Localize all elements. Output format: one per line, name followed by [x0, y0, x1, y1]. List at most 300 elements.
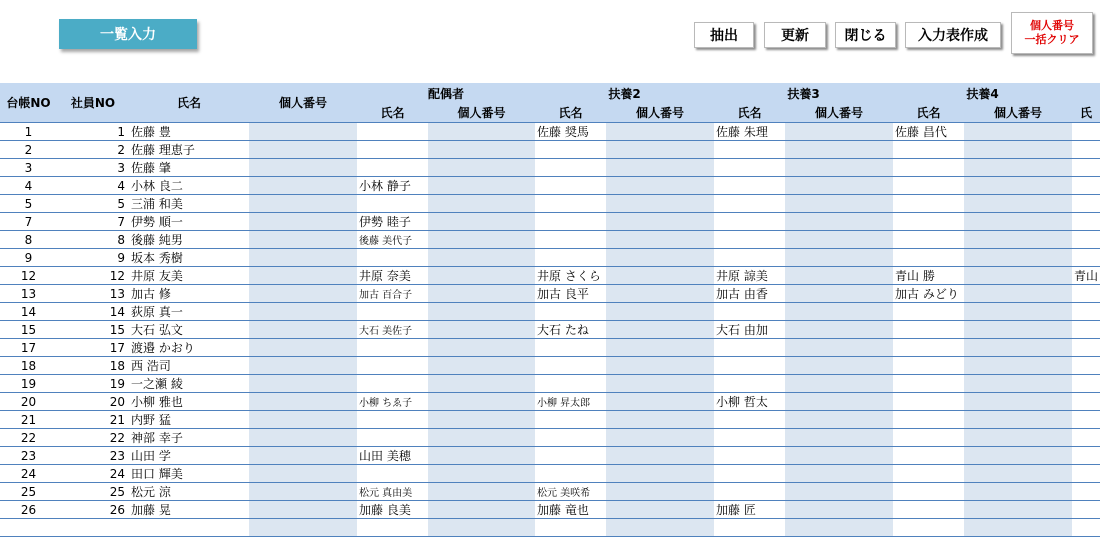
employee-name-cell[interactable]: 加古 修: [129, 285, 249, 303]
ledger-no-cell[interactable]: 1: [0, 123, 57, 141]
dependent4-personal-number-cell[interactable]: [964, 465, 1072, 483]
spouse-name-cell[interactable]: [357, 429, 428, 447]
spouse-personal-number-cell[interactable]: [428, 303, 535, 321]
spouse-personal-number-cell[interactable]: [428, 213, 535, 231]
dependent3-personal-number-cell[interactable]: [785, 231, 893, 249]
dependent4-personal-number-cell[interactable]: [964, 447, 1072, 465]
dependent2-personal-number-cell[interactable]: [606, 195, 714, 213]
spouse-name-cell[interactable]: 伊勢 睦子: [357, 213, 428, 231]
spouse-name-cell[interactable]: [357, 519, 428, 537]
employee-name-cell[interactable]: 小柳 雅也: [129, 393, 249, 411]
dependent5-name-cell[interactable]: [1072, 519, 1100, 537]
spouse-personal-number-cell[interactable]: [428, 393, 535, 411]
dependent4-name-cell[interactable]: [893, 501, 964, 519]
dependent2-name-cell[interactable]: [535, 213, 606, 231]
dependent5-name-cell[interactable]: [1072, 123, 1100, 141]
dependent4-personal-number-cell[interactable]: [964, 339, 1072, 357]
dependent2-personal-number-cell[interactable]: [606, 267, 714, 285]
personal-number-cell[interactable]: [249, 249, 357, 267]
dependent2-personal-number-cell[interactable]: [606, 429, 714, 447]
employee-name-cell[interactable]: 井原 友美: [129, 267, 249, 285]
dependent4-name-cell[interactable]: 青山 勝: [893, 267, 964, 285]
dependent2-name-cell[interactable]: [535, 519, 606, 537]
spouse-personal-number-cell[interactable]: [428, 375, 535, 393]
employee-no-cell[interactable]: 14: [57, 303, 129, 321]
spouse-personal-number-cell[interactable]: [428, 447, 535, 465]
spouse-name-cell[interactable]: 加藤 良美: [357, 501, 428, 519]
personal-number-cell[interactable]: [249, 159, 357, 177]
employee-name-cell[interactable]: [129, 519, 249, 537]
dependent2-name-cell[interactable]: [535, 429, 606, 447]
dependent2-name-cell[interactable]: [535, 195, 606, 213]
dependent3-name-cell[interactable]: [714, 483, 785, 501]
employee-name-cell[interactable]: 三浦 和美: [129, 195, 249, 213]
employee-name-cell[interactable]: 後藤 純男: [129, 231, 249, 249]
spouse-name-cell[interactable]: [357, 357, 428, 375]
employee-no-cell[interactable]: 25: [57, 483, 129, 501]
personal-number-cell[interactable]: [249, 195, 357, 213]
spouse-name-cell[interactable]: [357, 465, 428, 483]
spouse-personal-number-cell[interactable]: [428, 195, 535, 213]
dependent2-name-cell[interactable]: [535, 411, 606, 429]
dependent2-personal-number-cell[interactable]: [606, 141, 714, 159]
spouse-name-cell[interactable]: 小柳 ちゑ子: [357, 393, 428, 411]
list-input-button[interactable]: 一覧入力: [59, 19, 197, 49]
dependent3-name-cell[interactable]: [714, 249, 785, 267]
ledger-no-cell[interactable]: 2: [0, 141, 57, 159]
spouse-personal-number-cell[interactable]: [428, 285, 535, 303]
employee-no-cell[interactable]: 18: [57, 357, 129, 375]
dependent2-personal-number-cell[interactable]: [606, 285, 714, 303]
dependent4-personal-number-cell[interactable]: [964, 303, 1072, 321]
personal-number-cell[interactable]: [249, 285, 357, 303]
dependent5-name-cell[interactable]: [1072, 141, 1100, 159]
employee-no-cell[interactable]: 3: [57, 159, 129, 177]
dependent4-personal-number-cell[interactable]: [964, 501, 1072, 519]
employee-no-cell[interactable]: 24: [57, 465, 129, 483]
dependent5-name-cell[interactable]: [1072, 429, 1100, 447]
ledger-no-cell[interactable]: 12: [0, 267, 57, 285]
dependent4-name-cell[interactable]: [893, 195, 964, 213]
dependent2-name-cell[interactable]: [535, 447, 606, 465]
employee-name-cell[interactable]: 内野 猛: [129, 411, 249, 429]
spouse-name-cell[interactable]: [357, 159, 428, 177]
dependent5-name-cell[interactable]: [1072, 375, 1100, 393]
employee-name-cell[interactable]: 荻原 真一: [129, 303, 249, 321]
spouse-name-cell[interactable]: [357, 411, 428, 429]
dependent4-name-cell[interactable]: [893, 447, 964, 465]
dependent5-name-cell[interactable]: [1072, 357, 1100, 375]
dependent4-name-cell[interactable]: [893, 141, 964, 159]
dependent2-name-cell[interactable]: [535, 375, 606, 393]
ledger-no-cell[interactable]: 13: [0, 285, 57, 303]
dependent4-personal-number-cell[interactable]: [964, 519, 1072, 537]
spouse-name-cell[interactable]: 大石 美佐子: [357, 321, 428, 339]
spouse-personal-number-cell[interactable]: [428, 159, 535, 177]
dependent2-name-cell[interactable]: 加古 良平: [535, 285, 606, 303]
ledger-no-cell[interactable]: 25: [0, 483, 57, 501]
dependent2-name-cell[interactable]: 加藤 竜也: [535, 501, 606, 519]
employee-no-cell[interactable]: 20: [57, 393, 129, 411]
employee-name-cell[interactable]: 佐藤 肇: [129, 159, 249, 177]
dependent3-name-cell[interactable]: 小柳 哲太: [714, 393, 785, 411]
personal-number-cell[interactable]: [249, 339, 357, 357]
dependent4-personal-number-cell[interactable]: [964, 285, 1072, 303]
dependent3-personal-number-cell[interactable]: [785, 267, 893, 285]
dependent4-personal-number-cell[interactable]: [964, 321, 1072, 339]
dependent2-personal-number-cell[interactable]: [606, 357, 714, 375]
dependent5-name-cell[interactable]: [1072, 195, 1100, 213]
dependent4-name-cell[interactable]: [893, 429, 964, 447]
dependent2-personal-number-cell[interactable]: [606, 375, 714, 393]
ledger-no-cell[interactable]: 7: [0, 213, 57, 231]
personal-number-cell[interactable]: [249, 501, 357, 519]
dependent2-name-cell[interactable]: [535, 339, 606, 357]
employee-no-cell[interactable]: 19: [57, 375, 129, 393]
spouse-name-cell[interactable]: 井原 奈美: [357, 267, 428, 285]
dependent2-personal-number-cell[interactable]: [606, 177, 714, 195]
spouse-personal-number-cell[interactable]: [428, 123, 535, 141]
dependent4-name-cell[interactable]: [893, 177, 964, 195]
dependent3-personal-number-cell[interactable]: [785, 429, 893, 447]
personal-number-cell[interactable]: [249, 393, 357, 411]
dependent2-personal-number-cell[interactable]: [606, 249, 714, 267]
dependent2-personal-number-cell[interactable]: [606, 339, 714, 357]
dependent2-name-cell[interactable]: 小柳 昇太郎: [535, 393, 606, 411]
ledger-no-cell[interactable]: 22: [0, 429, 57, 447]
dependent2-personal-number-cell[interactable]: [606, 231, 714, 249]
dependent3-personal-number-cell[interactable]: [785, 249, 893, 267]
dependent2-name-cell[interactable]: [535, 465, 606, 483]
close-button[interactable]: 閉じる: [835, 22, 896, 48]
employee-no-cell[interactable]: 12: [57, 267, 129, 285]
employee-name-cell[interactable]: 佐藤 豊: [129, 123, 249, 141]
employee-no-cell[interactable]: 21: [57, 411, 129, 429]
dependent2-personal-number-cell[interactable]: [606, 501, 714, 519]
spouse-personal-number-cell[interactable]: [428, 267, 535, 285]
employee-name-cell[interactable]: 加藤 晃: [129, 501, 249, 519]
dependent4-personal-number-cell[interactable]: [964, 159, 1072, 177]
employee-no-cell[interactable]: 26: [57, 501, 129, 519]
dependent3-personal-number-cell[interactable]: [785, 177, 893, 195]
ledger-no-cell[interactable]: 4: [0, 177, 57, 195]
spouse-name-cell[interactable]: [357, 141, 428, 159]
dependent3-name-cell[interactable]: [714, 429, 785, 447]
dependent4-name-cell[interactable]: [893, 159, 964, 177]
dependent3-name-cell[interactable]: [714, 357, 785, 375]
dependent3-personal-number-cell[interactable]: [785, 519, 893, 537]
spouse-personal-number-cell[interactable]: [428, 177, 535, 195]
dependent2-name-cell[interactable]: [535, 249, 606, 267]
dependent3-name-cell[interactable]: [714, 303, 785, 321]
spouse-personal-number-cell[interactable]: [428, 339, 535, 357]
spouse-name-cell[interactable]: [357, 303, 428, 321]
dependent5-name-cell[interactable]: [1072, 213, 1100, 231]
dependent3-name-cell[interactable]: 加藤 匠: [714, 501, 785, 519]
employee-no-cell[interactable]: 1: [57, 123, 129, 141]
dependent3-name-cell[interactable]: [714, 465, 785, 483]
dependent2-name-cell[interactable]: [535, 303, 606, 321]
personal-number-cell[interactable]: [249, 213, 357, 231]
ledger-no-cell[interactable]: 5: [0, 195, 57, 213]
dependent3-name-cell[interactable]: [714, 141, 785, 159]
spouse-name-cell[interactable]: 松元 真由美: [357, 483, 428, 501]
spouse-name-cell[interactable]: 加古 百合子: [357, 285, 428, 303]
dependent4-personal-number-cell[interactable]: [964, 375, 1072, 393]
dependent3-personal-number-cell[interactable]: [785, 465, 893, 483]
ledger-no-cell[interactable]: 21: [0, 411, 57, 429]
create-input-form-button[interactable]: 入力表作成: [905, 22, 1001, 48]
dependent2-name-cell[interactable]: [535, 231, 606, 249]
dependent4-name-cell[interactable]: [893, 375, 964, 393]
personal-number-cell[interactable]: [249, 321, 357, 339]
dependent3-personal-number-cell[interactable]: [785, 285, 893, 303]
employee-name-cell[interactable]: 田口 輝美: [129, 465, 249, 483]
dependent2-personal-number-cell[interactable]: [606, 483, 714, 501]
employee-name-cell[interactable]: 神部 幸子: [129, 429, 249, 447]
dependent2-personal-number-cell[interactable]: [606, 159, 714, 177]
spouse-name-cell[interactable]: [357, 375, 428, 393]
spouse-personal-number-cell[interactable]: [428, 429, 535, 447]
dependent5-name-cell[interactable]: [1072, 231, 1100, 249]
employee-name-cell[interactable]: 松元 涼: [129, 483, 249, 501]
ledger-no-cell[interactable]: [0, 519, 57, 537]
dependent4-personal-number-cell[interactable]: [964, 231, 1072, 249]
dependent2-personal-number-cell[interactable]: [606, 465, 714, 483]
dependent3-name-cell[interactable]: [714, 213, 785, 231]
dependent5-name-cell[interactable]: 青山: [1072, 267, 1100, 285]
employee-name-cell[interactable]: 坂本 秀樹: [129, 249, 249, 267]
dependent4-personal-number-cell[interactable]: [964, 411, 1072, 429]
dependent5-name-cell[interactable]: [1072, 339, 1100, 357]
dependent4-personal-number-cell[interactable]: [964, 177, 1072, 195]
dependent5-name-cell[interactable]: [1072, 447, 1100, 465]
dependent4-name-cell[interactable]: [893, 357, 964, 375]
dependent3-name-cell[interactable]: 加古 由香: [714, 285, 785, 303]
employee-name-cell[interactable]: 大石 弘文: [129, 321, 249, 339]
dependent5-name-cell[interactable]: [1072, 285, 1100, 303]
dependent3-personal-number-cell[interactable]: [785, 393, 893, 411]
extract-button[interactable]: 抽出: [694, 22, 754, 48]
dependent5-name-cell[interactable]: [1072, 249, 1100, 267]
dependent2-personal-number-cell[interactable]: [606, 519, 714, 537]
ledger-no-cell[interactable]: 19: [0, 375, 57, 393]
dependent3-name-cell[interactable]: 佐藤 朱理: [714, 123, 785, 141]
dependent4-personal-number-cell[interactable]: [964, 429, 1072, 447]
employee-name-cell[interactable]: 伊勢 順一: [129, 213, 249, 231]
personal-number-cell[interactable]: [249, 447, 357, 465]
employee-no-cell[interactable]: 22: [57, 429, 129, 447]
ledger-no-cell[interactable]: 8: [0, 231, 57, 249]
ledger-no-cell[interactable]: 15: [0, 321, 57, 339]
personal-number-cell[interactable]: [249, 303, 357, 321]
spouse-name-cell[interactable]: 小林 静子: [357, 177, 428, 195]
dependent3-personal-number-cell[interactable]: [785, 339, 893, 357]
ledger-no-cell[interactable]: 24: [0, 465, 57, 483]
ledger-no-cell[interactable]: 14: [0, 303, 57, 321]
dependent4-personal-number-cell[interactable]: [964, 267, 1072, 285]
dependent4-name-cell[interactable]: [893, 519, 964, 537]
spouse-personal-number-cell[interactable]: [428, 465, 535, 483]
dependent4-name-cell[interactable]: [893, 465, 964, 483]
dependent2-name-cell[interactable]: 佐藤 奨馬: [535, 123, 606, 141]
spouse-personal-number-cell[interactable]: [428, 321, 535, 339]
personal-number-cell[interactable]: [249, 357, 357, 375]
ledger-no-cell[interactable]: 23: [0, 447, 57, 465]
personal-number-cell[interactable]: [249, 465, 357, 483]
dependent2-personal-number-cell[interactable]: [606, 411, 714, 429]
personal-number-cell[interactable]: [249, 375, 357, 393]
dependent4-personal-number-cell[interactable]: [964, 213, 1072, 231]
dependent2-personal-number-cell[interactable]: [606, 303, 714, 321]
employee-no-cell[interactable]: 13: [57, 285, 129, 303]
ledger-no-cell[interactable]: 9: [0, 249, 57, 267]
dependent5-name-cell[interactable]: [1072, 159, 1100, 177]
employee-name-cell[interactable]: 小林 良二: [129, 177, 249, 195]
dependent4-name-cell[interactable]: 佐藤 昌代: [893, 123, 964, 141]
dependent5-name-cell[interactable]: [1072, 465, 1100, 483]
dependent3-name-cell[interactable]: [714, 411, 785, 429]
dependent2-name-cell[interactable]: 大石 たね: [535, 321, 606, 339]
dependent3-name-cell[interactable]: [714, 195, 785, 213]
dependent4-personal-number-cell[interactable]: [964, 483, 1072, 501]
personal-number-cell[interactable]: [249, 123, 357, 141]
dependent5-name-cell[interactable]: [1072, 393, 1100, 411]
spouse-name-cell[interactable]: 山田 美穂: [357, 447, 428, 465]
employee-name-cell[interactable]: 一之瀬 綾: [129, 375, 249, 393]
dependent3-name-cell[interactable]: [714, 231, 785, 249]
dependent2-name-cell[interactable]: [535, 357, 606, 375]
dependent4-personal-number-cell[interactable]: [964, 393, 1072, 411]
dependent5-name-cell[interactable]: [1072, 411, 1100, 429]
dependent3-name-cell[interactable]: 井原 諒美: [714, 267, 785, 285]
dependent2-name-cell[interactable]: 井原 さくら: [535, 267, 606, 285]
personal-number-cell[interactable]: [249, 429, 357, 447]
dependent2-personal-number-cell[interactable]: [606, 447, 714, 465]
dependent2-name-cell[interactable]: [535, 159, 606, 177]
employee-no-cell[interactable]: 4: [57, 177, 129, 195]
dependent4-name-cell[interactable]: [893, 411, 964, 429]
dependent5-name-cell[interactable]: [1072, 177, 1100, 195]
employee-no-cell[interactable]: 2: [57, 141, 129, 159]
dependent3-personal-number-cell[interactable]: [785, 447, 893, 465]
dependent3-personal-number-cell[interactable]: [785, 501, 893, 519]
employee-name-cell[interactable]: 佐藤 理恵子: [129, 141, 249, 159]
spouse-personal-number-cell[interactable]: [428, 357, 535, 375]
employee-name-cell[interactable]: 渡邉 かおり: [129, 339, 249, 357]
personal-number-cell[interactable]: [249, 177, 357, 195]
employee-no-cell[interactable]: 9: [57, 249, 129, 267]
dependent4-personal-number-cell[interactable]: [964, 249, 1072, 267]
dependent3-name-cell[interactable]: [714, 339, 785, 357]
spouse-personal-number-cell[interactable]: [428, 141, 535, 159]
update-button[interactable]: 更新: [764, 22, 826, 48]
personal-number-cell[interactable]: [249, 141, 357, 159]
dependent4-name-cell[interactable]: [893, 231, 964, 249]
spouse-name-cell[interactable]: [357, 195, 428, 213]
dependent3-name-cell[interactable]: [714, 375, 785, 393]
dependent3-personal-number-cell[interactable]: [785, 303, 893, 321]
dependent5-name-cell[interactable]: [1072, 501, 1100, 519]
ledger-no-cell[interactable]: 20: [0, 393, 57, 411]
dependent3-name-cell[interactable]: 大石 由加: [714, 321, 785, 339]
personal-number-cell[interactable]: [249, 519, 357, 537]
dependent2-name-cell[interactable]: 松元 美咲希: [535, 483, 606, 501]
employee-no-cell[interactable]: 8: [57, 231, 129, 249]
dependent3-name-cell[interactable]: [714, 159, 785, 177]
dependent4-name-cell[interactable]: [893, 321, 964, 339]
employee-no-cell[interactable]: 23: [57, 447, 129, 465]
spouse-personal-number-cell[interactable]: [428, 483, 535, 501]
spouse-name-cell[interactable]: [357, 123, 428, 141]
dependent3-name-cell[interactable]: [714, 519, 785, 537]
dependent2-personal-number-cell[interactable]: [606, 123, 714, 141]
dependent3-name-cell[interactable]: [714, 447, 785, 465]
dependent4-name-cell[interactable]: [893, 483, 964, 501]
dependent2-personal-number-cell[interactable]: [606, 213, 714, 231]
dependent4-personal-number-cell[interactable]: [964, 195, 1072, 213]
personal-number-cell[interactable]: [249, 231, 357, 249]
employee-no-cell[interactable]: 7: [57, 213, 129, 231]
dependent4-personal-number-cell[interactable]: [964, 357, 1072, 375]
ledger-no-cell[interactable]: 18: [0, 357, 57, 375]
clear-personal-numbers-button[interactable]: [1011, 12, 1093, 54]
dependent4-name-cell[interactable]: [893, 339, 964, 357]
dependent3-personal-number-cell[interactable]: [785, 123, 893, 141]
ledger-no-cell[interactable]: 17: [0, 339, 57, 357]
dependent4-personal-number-cell[interactable]: [964, 123, 1072, 141]
ledger-no-cell[interactable]: 26: [0, 501, 57, 519]
dependent5-name-cell[interactable]: [1072, 483, 1100, 501]
dependent2-personal-number-cell[interactable]: [606, 393, 714, 411]
spouse-personal-number-cell[interactable]: [428, 501, 535, 519]
dependent2-personal-number-cell[interactable]: [606, 321, 714, 339]
employee-name-cell[interactable]: 山田 学: [129, 447, 249, 465]
dependent3-personal-number-cell[interactable]: [785, 159, 893, 177]
spouse-personal-number-cell[interactable]: [428, 519, 535, 537]
personal-number-cell[interactable]: [249, 483, 357, 501]
employee-no-cell[interactable]: 17: [57, 339, 129, 357]
dependent4-personal-number-cell[interactable]: [964, 141, 1072, 159]
personal-number-cell[interactable]: [249, 411, 357, 429]
dependent3-personal-number-cell[interactable]: [785, 141, 893, 159]
spouse-personal-number-cell[interactable]: [428, 411, 535, 429]
employee-no-cell[interactable]: 15: [57, 321, 129, 339]
spouse-name-cell[interactable]: [357, 339, 428, 357]
dependent5-name-cell[interactable]: [1072, 321, 1100, 339]
dependent4-name-cell[interactable]: [893, 303, 964, 321]
spouse-personal-number-cell[interactable]: [428, 231, 535, 249]
employee-no-cell[interactable]: [57, 519, 129, 537]
dependent3-personal-number-cell[interactable]: [785, 213, 893, 231]
dependent2-name-cell[interactable]: [535, 177, 606, 195]
ledger-no-cell[interactable]: 3: [0, 159, 57, 177]
dependent4-name-cell[interactable]: [893, 213, 964, 231]
dependent3-personal-number-cell[interactable]: [785, 411, 893, 429]
employee-no-cell[interactable]: 5: [57, 195, 129, 213]
employee-name-cell[interactable]: 西 浩司: [129, 357, 249, 375]
dependent3-personal-number-cell[interactable]: [785, 357, 893, 375]
spouse-name-cell[interactable]: [357, 249, 428, 267]
dependent4-name-cell[interactable]: 加古 みどり: [893, 285, 964, 303]
dependent3-personal-number-cell[interactable]: [785, 375, 893, 393]
dependent3-personal-number-cell[interactable]: [785, 321, 893, 339]
dependent3-personal-number-cell[interactable]: [785, 483, 893, 501]
dependent4-name-cell[interactable]: [893, 249, 964, 267]
dependent3-personal-number-cell[interactable]: [785, 195, 893, 213]
spouse-personal-number-cell[interactable]: [428, 249, 535, 267]
dependent3-name-cell[interactable]: [714, 177, 785, 195]
